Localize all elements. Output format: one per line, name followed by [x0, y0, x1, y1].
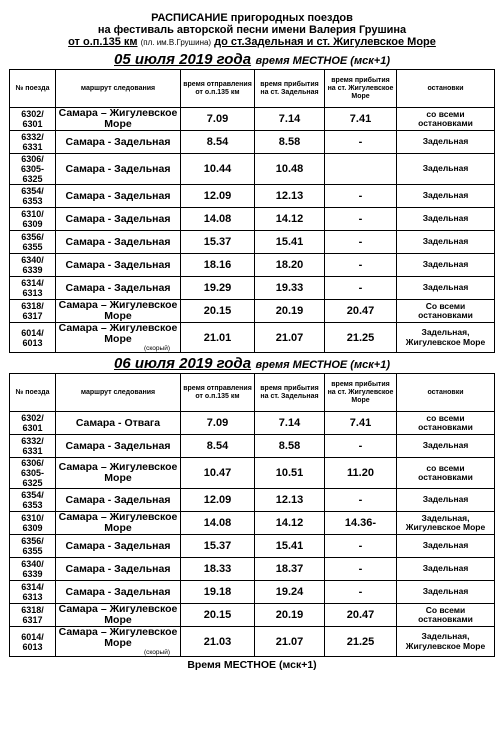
stops-cell — [397, 412, 495, 435]
stops-cell-text: Задельная — [422, 163, 469, 174]
route-cell — [56, 300, 181, 323]
arrival-zhigulevskoe-more-cell — [325, 208, 397, 231]
stops-cell-text: со всеми остановками — [418, 462, 473, 482]
arrival-zadelnaya-cell-text: 18.20 — [275, 259, 304, 271]
stops-cell-text: Задельная — [422, 236, 469, 247]
arrival-zadelnaya-cell — [255, 535, 325, 558]
table-row — [10, 581, 495, 604]
arrival-zhigulevskoe-more-cell — [325, 512, 397, 535]
departure-time-cell-text: 12.09 — [203, 190, 232, 202]
train-number-cell-text: 6356/ 6355 — [21, 232, 44, 252]
stops-cell-text: Задельная — [422, 136, 469, 147]
table-row — [10, 277, 495, 300]
train-number-cell-text: 6340/ 6339 — [21, 559, 44, 579]
arrival-zhigulevskoe-more-cell-text: - — [358, 190, 363, 202]
train-number-cell — [10, 254, 56, 277]
departure-time-cell-text: 20.15 — [203, 609, 232, 621]
stops-cell — [397, 535, 495, 558]
arrival-zhigulevskoe-more-cell — [325, 131, 397, 154]
column-header: № поезда — [10, 70, 56, 108]
train-number-cell-text: 6356/ 6355 — [21, 536, 44, 556]
train-number-cell — [10, 435, 56, 458]
arrival-zhigulevskoe-more-cell — [325, 558, 397, 581]
train-number-cell — [10, 412, 56, 435]
section-time-note: время МЕСТНОЕ (мск+1) — [255, 55, 391, 67]
arrival-zhigulevskoe-more-cell-text: 14.36- — [344, 517, 377, 529]
departure-time-cell — [181, 277, 255, 300]
stops-cell — [397, 254, 495, 277]
schedule-title: РАСПИСАНИЕ пригородных поездов — [151, 12, 353, 24]
train-number-cell-text: 6354/ 6353 — [21, 186, 44, 206]
arrival-zadelnaya-cell — [255, 323, 325, 353]
arrival-zadelnaya-cell — [255, 604, 325, 627]
schedule-table — [9, 69, 495, 353]
arrival-zhigulevskoe-more-cell — [325, 604, 397, 627]
arrival-zhigulevskoe-more-cell-text: 21.25 — [346, 635, 375, 648]
arrival-zadelnaya-cell-text: 8.58 — [278, 440, 301, 452]
column-header: остановки — [397, 374, 495, 412]
route-cell-text: Самара - Задельная — [65, 162, 171, 175]
arrival-zhigulevskoe-more-cell — [325, 323, 397, 353]
train-number-cell-text: 6314/ 6313 — [21, 582, 44, 602]
stops-cell-text: Задельная — [422, 586, 469, 597]
departure-time-cell — [181, 604, 255, 627]
stops-cell-text: Задельная, Жигулевское Море — [405, 631, 486, 651]
column-header: время отправления от о.п.135 км — [181, 374, 255, 412]
arrival-zadelnaya-cell-text: 12.13 — [275, 190, 304, 202]
arrival-zadelnaya-cell-text: 21.07 — [275, 635, 304, 648]
departure-time-cell — [181, 154, 255, 185]
route-cell — [56, 512, 181, 535]
train-number-cell-text: 6340/ 6339 — [21, 255, 44, 275]
section-date: 06 июля 2019 года — [113, 355, 252, 372]
route-cell-text: Самара – Жигулевское Море — [58, 511, 178, 534]
route-subtitle — [0, 36, 504, 49]
arrival-zhigulevskoe-more-cell-text: - — [358, 586, 363, 598]
stops-cell-text: Задельная — [422, 190, 469, 201]
table-row — [10, 154, 495, 185]
arrival-zadelnaya-cell-text: 21.07 — [275, 331, 304, 344]
departure-time-cell — [181, 581, 255, 604]
table-header-row — [10, 374, 495, 412]
route-cell-text: Самара – Жигулевское Море — [58, 603, 178, 626]
train-number-cell — [10, 108, 56, 131]
stops-cell — [397, 581, 495, 604]
train-number-cell-text: 6318/ 6317 — [21, 301, 44, 321]
departure-time-cell-text: 7.09 — [206, 113, 229, 125]
stops-cell — [397, 458, 495, 489]
origin-stop: от о.п.135 км — [68, 36, 138, 48]
route-cell — [56, 435, 181, 458]
departure-time-cell — [181, 254, 255, 277]
train-number-cell — [10, 535, 56, 558]
arrival-zadelnaya-cell — [255, 558, 325, 581]
arrival-zadelnaya-cell — [255, 108, 325, 131]
column-header: время прибытия на ст. Задельная — [255, 374, 325, 412]
table-row — [10, 108, 495, 131]
table-row — [10, 300, 495, 323]
departure-time-cell-text: 15.37 — [203, 236, 232, 248]
stops-cell — [397, 154, 495, 185]
arrival-zadelnaya-cell-text: 14.12 — [275, 213, 304, 225]
arrival-zadelnaya-cell-text: 20.19 — [275, 609, 304, 621]
route-cell — [56, 581, 181, 604]
stops-cell — [397, 185, 495, 208]
departure-time-cell-text: 19.29 — [203, 282, 232, 294]
train-number-cell — [10, 558, 56, 581]
column-header: время прибытия на ст. Жигулевское Море — [325, 70, 397, 108]
train-number-cell — [10, 208, 56, 231]
arrival-zadelnaya-cell-text: 15.41 — [275, 540, 304, 552]
table-row — [10, 208, 495, 231]
route-cell-text: Самара – Жигулевское Море — [58, 626, 178, 649]
table-row — [10, 535, 495, 558]
arrival-zhigulevskoe-more-cell — [325, 277, 397, 300]
table-header-row — [10, 70, 495, 108]
route-cell — [56, 627, 181, 657]
route-cell-text: Самара - Задельная — [65, 189, 171, 202]
column-header: маршрут следования — [56, 70, 181, 108]
route-cell-text: Самара – Жигулевское Море — [58, 299, 178, 322]
train-number-cell-text: 6314/ 6313 — [21, 278, 44, 298]
arrival-zadelnaya-cell — [255, 512, 325, 535]
route-cell-text: Самара - Задельная — [65, 585, 171, 598]
arrival-zadelnaya-cell — [255, 300, 325, 323]
departure-time-cell — [181, 535, 255, 558]
arrival-zhigulevskoe-more-cell-text: - — [358, 282, 363, 294]
column-header: время отправления от о.п.135 км — [181, 70, 255, 108]
arrival-zadelnaya-cell — [255, 277, 325, 300]
table-row — [10, 604, 495, 627]
stops-cell-text: Задельная — [422, 563, 469, 574]
route-cell-text: Самара - Отвага — [75, 416, 161, 429]
table-row — [10, 185, 495, 208]
route-cell — [56, 458, 181, 489]
table-row — [10, 131, 495, 154]
arrival-zhigulevskoe-more-cell — [325, 108, 397, 131]
column-header: время прибытия на ст. Жигулевское Море — [325, 374, 397, 412]
route-cell-text: Самара - Задельная — [65, 135, 171, 148]
arrival-zadelnaya-cell — [255, 231, 325, 254]
table-row — [10, 458, 495, 489]
stops-cell — [397, 558, 495, 581]
arrival-zhigulevskoe-more-cell-text: - — [358, 440, 363, 452]
table-row — [10, 627, 495, 657]
table-row — [10, 231, 495, 254]
arrival-zhigulevskoe-more-cell-text: - — [358, 563, 363, 575]
arrival-zhigulevskoe-more-cell-text: - — [358, 259, 363, 271]
arrival-zadelnaya-cell-text: 10.48 — [275, 163, 304, 175]
train-number-cell — [10, 185, 56, 208]
departure-time-cell-text: 14.08 — [203, 517, 232, 529]
table-row — [10, 512, 495, 535]
stops-cell-text: Задельная — [422, 540, 469, 551]
departure-time-cell-text: 10.47 — [203, 467, 232, 479]
arrival-zhigulevskoe-more-cell-text: 20.47 — [346, 609, 375, 621]
train-number-cell-text: 6014/ 6013 — [21, 631, 44, 652]
stops-cell — [397, 323, 495, 353]
table-row — [10, 323, 495, 353]
route-cell-text: Самара – Жигулевское Море — [58, 107, 178, 130]
section-date-heading — [0, 356, 504, 373]
train-number-cell-text: 6332/ 6331 — [21, 436, 44, 456]
arrival-zhigulevskoe-more-cell — [325, 489, 397, 512]
train-number-cell-text: 6332/ 6331 — [21, 132, 44, 152]
arrival-zhigulevskoe-more-cell — [325, 412, 397, 435]
train-number-cell-text: 6306/ 6305- 6325 — [20, 458, 45, 488]
departure-time-cell — [181, 627, 255, 657]
train-number-cell — [10, 627, 56, 657]
table-row — [10, 489, 495, 512]
departure-time-cell — [181, 435, 255, 458]
arrival-zadelnaya-cell — [255, 581, 325, 604]
train-number-cell — [10, 231, 56, 254]
route-cell-text: Самара - Задельная — [65, 562, 171, 575]
arrival-zhigulevskoe-more-cell — [325, 435, 397, 458]
arrival-zadelnaya-cell — [255, 185, 325, 208]
departure-time-cell — [181, 108, 255, 131]
arrival-zhigulevskoe-more-cell — [325, 458, 397, 489]
arrival-zadelnaya-cell — [255, 131, 325, 154]
arrival-zadelnaya-cell — [255, 208, 325, 231]
stops-cell-text: Задельная — [422, 494, 469, 505]
festival-subtitle: на фестиваль авторской песни имени Валерия Грушина — [97, 24, 407, 36]
route-cell-text: Самара - Задельная — [65, 281, 171, 294]
table-row — [10, 435, 495, 458]
schedule-sections — [0, 52, 504, 657]
stops-cell — [397, 627, 495, 657]
stops-cell-text: со всеми остановками — [418, 412, 473, 432]
route-cell-text: Самара - Задельная — [65, 212, 171, 225]
train-number-cell-text: 6310/ 6309 — [21, 513, 44, 533]
arrival-zhigulevskoe-more-cell — [325, 581, 397, 604]
departure-time-cell — [181, 131, 255, 154]
train-number-cell-text: 6302/ 6301 — [21, 109, 44, 129]
departure-time-cell — [181, 512, 255, 535]
arrival-zadelnaya-cell-text: 14.12 — [275, 517, 304, 529]
route-cell — [56, 185, 181, 208]
route-cell — [56, 535, 181, 558]
train-type-note: (скорый) — [143, 649, 170, 656]
arrival-zadelnaya-cell-text: 10.51 — [275, 467, 304, 479]
column-header: № поезда — [10, 374, 56, 412]
route-cell — [56, 108, 181, 131]
stops-cell-text: Задельная — [422, 213, 469, 224]
stops-cell — [397, 108, 495, 131]
arrival-zhigulevskoe-more-cell-text: 7.41 — [349, 113, 372, 125]
arrival-zhigulevskoe-more-cell — [325, 300, 397, 323]
train-number-cell — [10, 604, 56, 627]
departure-time-cell-text: 18.33 — [203, 563, 232, 575]
column-header: время прибытия на ст. Задельная — [255, 70, 325, 108]
departure-time-cell-text: 8.54 — [206, 136, 229, 148]
train-number-cell-text: 6302/ 6301 — [21, 413, 44, 433]
train-number-cell — [10, 512, 56, 535]
route-cell-text: Самара – Жигулевское Море — [58, 322, 178, 345]
arrival-zadelnaya-cell — [255, 458, 325, 489]
arrival-zadelnaya-cell-text: 19.33 — [275, 282, 304, 294]
route-cell-text: Самара - Задельная — [65, 235, 171, 248]
column-header: маршрут следования — [56, 374, 181, 412]
origin-stop-note: (пл. им.В.Грушина) — [140, 38, 212, 47]
departure-time-cell-text: 21.03 — [203, 635, 232, 648]
route-cell — [56, 208, 181, 231]
departure-time-cell — [181, 323, 255, 353]
arrival-zadelnaya-cell-text: 7.14 — [278, 113, 301, 125]
arrival-zhigulevskoe-more-cell — [325, 535, 397, 558]
train-number-cell — [10, 323, 56, 353]
destination-stops: до ст.Задельная и ст. Жигулевское Море — [214, 36, 436, 48]
stops-cell — [397, 208, 495, 231]
stops-cell — [397, 131, 495, 154]
arrival-zhigulevskoe-more-cell — [325, 231, 397, 254]
table-row — [10, 254, 495, 277]
column-header: остановки — [397, 70, 495, 108]
arrival-zadelnaya-cell — [255, 489, 325, 512]
arrival-zadelnaya-cell-text: 19.24 — [275, 586, 304, 598]
departure-time-cell-text: 20.15 — [203, 305, 232, 317]
arrival-zhigulevskoe-more-cell-text: - — [358, 494, 363, 506]
arrival-zhigulevskoe-more-cell-text: 21.25 — [346, 331, 375, 344]
stops-cell-text: Задельная — [422, 440, 469, 451]
train-number-cell — [10, 489, 56, 512]
route-cell — [56, 131, 181, 154]
stops-cell — [397, 604, 495, 627]
departure-time-cell — [181, 558, 255, 581]
stops-cell-text: Со всеми остановками — [418, 604, 473, 624]
stops-cell-text: Со всеми остановками — [418, 300, 473, 320]
section-date: 05 июля 2019 года — [113, 51, 252, 68]
route-cell — [56, 558, 181, 581]
route-cell — [56, 277, 181, 300]
arrival-zadelnaya-cell-text: 12.13 — [275, 494, 304, 506]
route-cell — [56, 489, 181, 512]
footer-time-note: Время МЕСТНОЕ (мск+1) — [187, 659, 317, 671]
stops-cell-text: Задельная, Жигулевское Море — [405, 512, 486, 532]
train-number-cell-text: 6354/ 6353 — [21, 490, 44, 510]
route-cell — [56, 254, 181, 277]
train-number-cell-text: 6318/ 6317 — [21, 605, 44, 625]
route-cell-text: Самара - Задельная — [65, 439, 171, 452]
departure-time-cell — [181, 185, 255, 208]
departure-time-cell-text: 21.01 — [203, 331, 232, 344]
departure-time-cell — [181, 458, 255, 489]
stops-cell — [397, 489, 495, 512]
stops-cell — [397, 231, 495, 254]
route-cell-text: Самара - Задельная — [65, 258, 171, 271]
departure-time-cell-text: 12.09 — [203, 494, 232, 506]
train-number-cell — [10, 300, 56, 323]
arrival-zadelnaya-cell — [255, 627, 325, 657]
arrival-zadelnaya-cell-text: 7.14 — [278, 417, 301, 429]
table-row — [10, 558, 495, 581]
arrival-zadelnaya-cell-text: 15.41 — [275, 236, 304, 248]
departure-time-cell — [181, 412, 255, 435]
departure-time-cell-text: 18.16 — [203, 259, 232, 271]
departure-time-cell-text: 19.18 — [203, 586, 232, 598]
stops-cell — [397, 277, 495, 300]
arrival-zhigulevskoe-more-cell-text: - — [358, 213, 363, 225]
route-cell — [56, 604, 181, 627]
schedule-table — [9, 373, 495, 657]
route-cell — [56, 323, 181, 353]
train-number-cell — [10, 277, 56, 300]
stops-cell — [397, 435, 495, 458]
departure-time-cell — [181, 300, 255, 323]
train-number-cell-text: 6306/ 6305- 6325 — [20, 154, 45, 184]
arrival-zhigulevskoe-more-cell — [325, 627, 397, 657]
stops-cell-text: Задельная — [422, 282, 469, 293]
route-cell-text: Самара – Жигулевское Море — [58, 461, 178, 484]
arrival-zhigulevskoe-more-cell-text: 20.47 — [346, 305, 375, 317]
departure-time-cell-text: 10.44 — [203, 163, 232, 175]
departure-time-cell-text: 8.54 — [206, 440, 229, 452]
stops-cell — [397, 300, 495, 323]
arrival-zadelnaya-cell — [255, 412, 325, 435]
route-cell-text: Самара - Задельная — [65, 493, 171, 506]
arrival-zadelnaya-cell — [255, 254, 325, 277]
departure-time-cell-text: 15.37 — [203, 540, 232, 552]
arrival-zadelnaya-cell-text: 18.37 — [275, 563, 304, 575]
section-date-heading — [0, 52, 504, 69]
route-cell — [56, 231, 181, 254]
arrival-zhigulevskoe-more-cell-text: - — [358, 540, 363, 552]
arrival-zhigulevskoe-more-cell-text: 7.41 — [349, 417, 372, 429]
arrival-zadelnaya-cell-text: 20.19 — [275, 305, 304, 317]
train-number-cell-text: 6310/ 6309 — [21, 209, 44, 229]
arrival-zhigulevskoe-more-cell-text: 11.20 — [347, 467, 374, 479]
arrival-zadelnaya-cell — [255, 154, 325, 185]
stops-cell — [397, 512, 495, 535]
arrival-zhigulevskoe-more-cell — [325, 154, 397, 185]
train-number-cell — [10, 458, 56, 489]
departure-time-cell — [181, 231, 255, 254]
train-type-note: (скорый) — [143, 345, 170, 352]
train-number-cell — [10, 154, 56, 185]
stops-cell-text: со всеми остановками — [418, 108, 473, 128]
arrival-zhigulevskoe-more-cell-text: - — [358, 236, 363, 248]
arrival-zhigulevskoe-more-cell — [325, 254, 397, 277]
route-cell-text: Самара - Задельная — [65, 539, 171, 552]
stops-cell-text: Задельная, Жигулевское Море — [405, 327, 486, 347]
stops-cell-text: Задельная — [422, 259, 469, 270]
departure-time-cell-text: 7.09 — [206, 417, 229, 429]
arrival-zadelnaya-cell-text: 8.58 — [278, 136, 301, 148]
route-cell — [56, 412, 181, 435]
table-row — [10, 412, 495, 435]
train-number-cell-text: 6014/ 6013 — [21, 327, 44, 348]
arrival-zhigulevskoe-more-cell-text: - — [358, 136, 363, 148]
train-number-cell — [10, 581, 56, 604]
section-time-note: время МЕСТНОЕ (мск+1) — [255, 359, 391, 371]
arrival-zhigulevskoe-more-cell — [325, 185, 397, 208]
departure-time-cell — [181, 208, 255, 231]
departure-time-cell-text: 14.08 — [203, 213, 232, 225]
route-cell — [56, 154, 181, 185]
departure-time-cell — [181, 489, 255, 512]
arrival-zadelnaya-cell — [255, 435, 325, 458]
train-number-cell — [10, 131, 56, 154]
